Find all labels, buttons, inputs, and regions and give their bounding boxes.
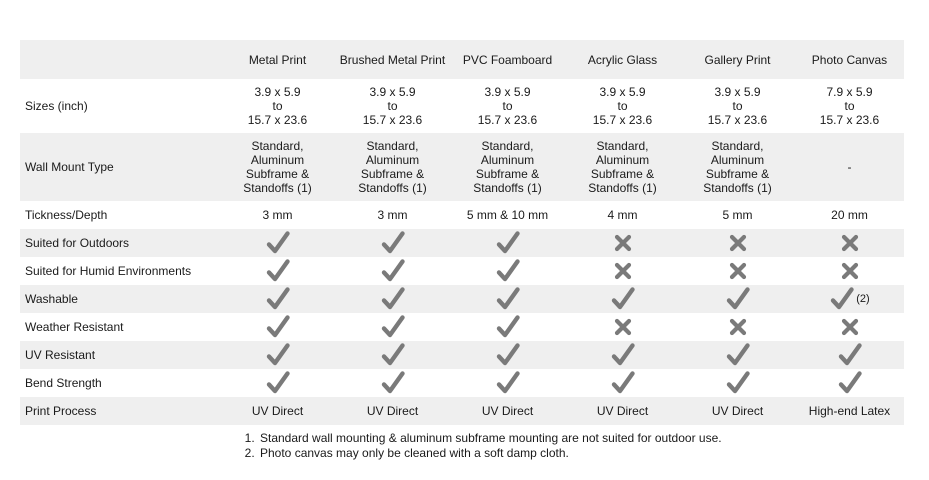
cell-pvc-foamboard — [450, 341, 565, 369]
cell-text: Aluminum — [710, 153, 765, 167]
check-icon — [380, 319, 406, 333]
cell-metal-print — [220, 257, 335, 285]
row-print-process — [20, 397, 904, 425]
cell-text: to — [617, 99, 628, 113]
cell-acrylic-glass — [565, 257, 680, 285]
cell-brushed-metal-print — [335, 79, 450, 133]
cross-icon — [613, 263, 633, 277]
cell-text: 3.9 x 5.9 — [254, 85, 301, 99]
cell-brushed-metal-print — [335, 257, 450, 285]
cell-acrylic-glass — [565, 201, 680, 229]
cell-photo-canvas — [795, 79, 904, 133]
footnotes — [240, 431, 898, 461]
cell-text: Subframe & — [590, 167, 655, 181]
check-icon — [610, 375, 636, 389]
row-sizes-inch — [20, 79, 904, 133]
cell-text: 5 mm — [722, 208, 753, 222]
cell-text: Subframe & — [245, 167, 310, 181]
cell-metal-print — [220, 229, 335, 257]
check-icon — [495, 235, 521, 249]
cell-gallery-print — [680, 79, 795, 133]
cell-text: 15.7 x 23.6 — [247, 113, 308, 127]
row-label: Sizes (inch) — [25, 99, 88, 113]
cell-text: 3.9 x 5.9 — [484, 85, 531, 99]
cell-text: 15.7 x 23.6 — [477, 113, 538, 127]
cell-text: Standard, — [711, 139, 764, 153]
row-label: Bend Strength — [25, 376, 102, 390]
header-pvc-foamboard: PVC Foamboard — [450, 40, 565, 79]
cell-text: High-end Latex — [808, 404, 891, 418]
cell-text: 15.7 x 23.6 — [707, 113, 768, 127]
cell-text: 15.7 x 23.6 — [362, 113, 423, 127]
cross-icon — [728, 319, 748, 333]
cross-icon — [840, 235, 860, 249]
cell-gallery-print — [680, 257, 795, 285]
cell-text: 4 mm — [607, 208, 638, 222]
cell-acrylic-glass — [565, 79, 680, 133]
row-wall-mount-type — [20, 133, 904, 201]
check-icon — [265, 347, 291, 361]
cell-text: 15.7 x 23.6 — [819, 113, 880, 127]
cell-text: Aluminum — [595, 153, 650, 167]
cell-text: 3.9 x 5.9 — [369, 85, 416, 99]
cell-text: 15.7 x 23.6 — [592, 113, 653, 127]
cell-text: Standard, — [251, 139, 304, 153]
check-icon — [380, 235, 406, 249]
cell-acrylic-glass — [565, 341, 680, 369]
check-icon — [380, 263, 406, 277]
header-gallery-print: Gallery Print — [680, 40, 795, 79]
check-icon — [265, 319, 291, 333]
cell-brushed-metal-print — [335, 229, 450, 257]
cell-metal-print — [220, 341, 335, 369]
header-acrylic-glass: Acrylic Glass — [565, 40, 680, 79]
row-label: Tickness/Depth — [25, 208, 108, 222]
row-label: Suited for Outdoors — [20, 229, 220, 257]
cell-text: UV Direct — [366, 404, 419, 418]
cell-pvc-foamboard — [450, 369, 565, 397]
footnote-item: 1. Standard wall mounting & aluminum subframe mounting are not suited for outdoor use. — [258, 431, 898, 446]
row-label: UV Resistant — [20, 341, 220, 369]
cell-acrylic-glass — [565, 369, 680, 397]
cell-text: UV Direct — [596, 404, 649, 418]
cell-gallery-print — [680, 285, 795, 313]
row-label: Wall Mount Type — [20, 133, 220, 201]
cell-metal-print — [220, 285, 335, 313]
row-washable — [20, 285, 904, 313]
cell-brushed-metal-print — [335, 285, 450, 313]
check-icon — [380, 375, 406, 389]
cell-acrylic-glass — [565, 397, 680, 425]
cell-text: Subframe & — [360, 167, 425, 181]
header-brushed-metal-print: Brushed Metal Print — [335, 40, 450, 79]
cell-photo-canvas — [795, 341, 904, 369]
cell-text: Standoffs (1) — [473, 181, 542, 195]
cell-text: to — [844, 99, 855, 113]
row-label: Print Process — [20, 397, 220, 425]
cell-text: 3 mm — [262, 208, 293, 222]
cell-text: Standard, — [596, 139, 649, 153]
cell-text: Aluminum — [480, 153, 535, 167]
cell-gallery-print — [680, 133, 795, 201]
cell-metal-print — [220, 201, 335, 229]
check-icon — [725, 291, 751, 305]
check-icon — [495, 291, 521, 305]
cell-text: to — [732, 99, 743, 113]
check-icon — [837, 375, 863, 389]
cross-icon — [613, 319, 633, 333]
cell-gallery-print — [680, 341, 795, 369]
cell-acrylic-glass — [565, 285, 680, 313]
cell-brushed-metal-print — [335, 133, 450, 201]
cell-gallery-print — [680, 229, 795, 257]
header-metal-print: Metal Print — [220, 40, 335, 79]
footnote-item: 2. Photo canvas may only be cleaned with a soft damp cloth. — [258, 446, 898, 461]
cell-text: UV Direct — [711, 404, 764, 418]
cell-pvc-foamboard — [450, 133, 565, 201]
cell-acrylic-glass — [565, 133, 680, 201]
cell-photo-canvas — [795, 133, 904, 201]
check-icon — [495, 263, 521, 277]
check-icon — [725, 375, 751, 389]
cell-photo-canvas — [795, 397, 904, 425]
cell-brushed-metal-print — [335, 369, 450, 397]
check-icon — [610, 291, 636, 305]
cell-pvc-foamboard — [450, 285, 565, 313]
header-corner — [20, 40, 220, 79]
cell-text: Standoffs (1) — [588, 181, 657, 195]
cell-text: Subframe & — [475, 167, 540, 181]
cell-text: 3.9 x 5.9 — [714, 85, 761, 99]
cell-text: to — [387, 99, 398, 113]
row-label: Washable — [20, 285, 220, 313]
cell-text: to — [272, 99, 283, 113]
check-icon — [495, 375, 521, 389]
cell-pvc-foamboard — [450, 397, 565, 425]
cell-text: to — [502, 99, 513, 113]
cell-metal-print — [220, 79, 335, 133]
row-uv-resistant — [20, 341, 904, 369]
header-photo-canvas: Photo Canvas — [795, 40, 904, 79]
cell-pvc-foamboard — [450, 79, 565, 133]
cell-text: Standard, — [366, 139, 419, 153]
row-weather-resistant — [20, 313, 904, 341]
cell-pvc-foamboard — [450, 201, 565, 229]
cell-gallery-print — [680, 201, 795, 229]
cell-acrylic-glass — [565, 229, 680, 257]
cell-brushed-metal-print — [335, 397, 450, 425]
cell-text: 3 mm — [377, 208, 408, 222]
row-suited-for-outdoors — [20, 229, 904, 257]
cross-icon — [613, 235, 633, 249]
footnote-ref: (2) — [856, 293, 870, 305]
row-label: Weather Resistant — [25, 320, 124, 334]
cell-photo-canvas — [795, 257, 904, 285]
cell-text: UV Direct — [481, 404, 534, 418]
cell-photo-canvas — [795, 285, 904, 313]
cell-text: 3.9 x 5.9 — [599, 85, 646, 99]
cell-gallery-print — [680, 369, 795, 397]
check-icon — [265, 235, 291, 249]
cross-icon — [728, 263, 748, 277]
row-tickness-depth — [20, 201, 904, 229]
cell-text: 20 mm — [831, 208, 868, 222]
cell-text: - — [847, 160, 852, 174]
check-icon — [380, 347, 406, 361]
cell-pvc-foamboard — [450, 229, 565, 257]
check-icon — [610, 347, 636, 361]
cell-brushed-metal-print — [335, 201, 450, 229]
row-bend-strength — [20, 369, 904, 397]
cell-metal-print — [220, 369, 335, 397]
check-icon — [265, 263, 291, 277]
cross-icon — [728, 235, 748, 249]
cross-icon — [840, 319, 860, 333]
check-icon — [265, 291, 291, 305]
cell-gallery-print — [680, 397, 795, 425]
cell-brushed-metal-print — [335, 313, 450, 341]
cell-metal-print — [220, 133, 335, 201]
check-icon — [495, 347, 521, 361]
check-icon — [837, 347, 863, 361]
comparison-table — [20, 40, 904, 425]
cell-text: 5 mm & 10 mm — [466, 208, 549, 222]
cell-pvc-foamboard — [450, 257, 565, 285]
cell-text: Aluminum — [250, 153, 305, 167]
row-label: Suited for Humid Environments — [25, 264, 192, 278]
cell-metal-print — [220, 397, 335, 425]
cross-icon — [840, 263, 860, 277]
cell-acrylic-glass — [565, 313, 680, 341]
cell-text: Standoffs (1) — [703, 181, 772, 195]
cell-brushed-metal-print — [335, 341, 450, 369]
check-icon — [495, 319, 521, 333]
row-suited-for-humid-environments — [20, 257, 904, 285]
cell-metal-print — [220, 313, 335, 341]
cell-photo-canvas — [795, 201, 904, 229]
header-row — [20, 40, 904, 79]
cell-text: 7.9 x 5.9 — [826, 85, 873, 99]
cell-text: Aluminum — [365, 153, 420, 167]
check-icon — [829, 291, 855, 305]
cell-text: Subframe & — [705, 167, 770, 181]
cell-text: Standard, — [481, 139, 534, 153]
cell-text: Standoffs (1) — [243, 181, 312, 195]
cell-text: Standoffs (1) — [358, 181, 427, 195]
cell-gallery-print — [680, 313, 795, 341]
cell-photo-canvas — [795, 369, 904, 397]
cell-photo-canvas — [795, 229, 904, 257]
cell-text: UV Direct — [251, 404, 304, 418]
check-icon — [265, 375, 291, 389]
cell-pvc-foamboard — [450, 313, 565, 341]
check-icon — [380, 291, 406, 305]
cell-photo-canvas — [795, 313, 904, 341]
check-icon — [725, 347, 751, 361]
